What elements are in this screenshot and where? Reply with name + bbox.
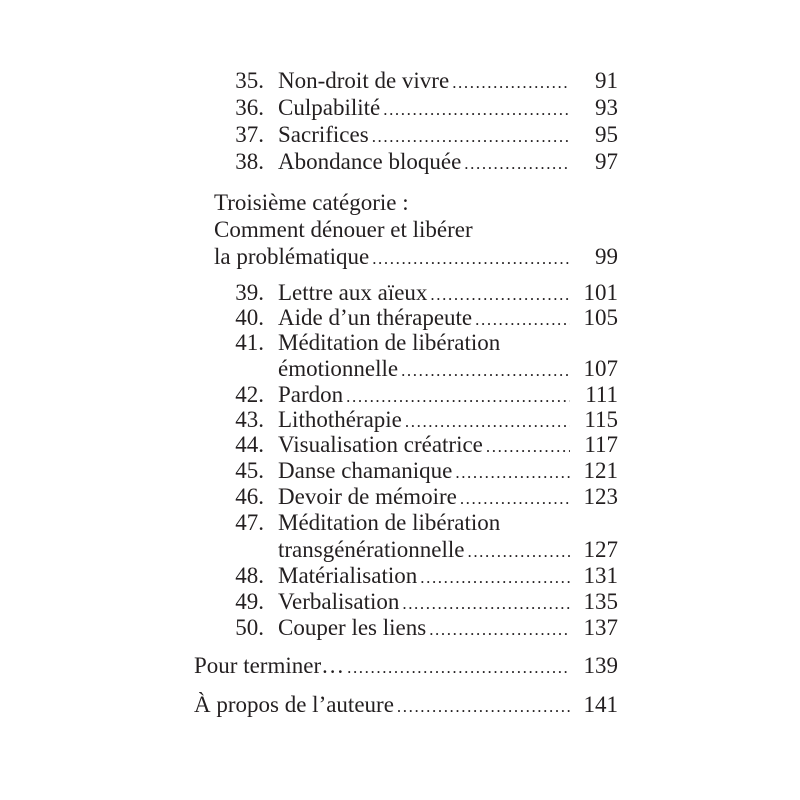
entry-number: 48. (235, 563, 264, 588)
entry-page: 135 (583, 589, 618, 614)
toc-entry (222, 95, 618, 123)
toc-entry (222, 407, 618, 435)
entry-number: 46. (235, 484, 264, 509)
category-page: 99 (595, 244, 618, 269)
toc-entry (222, 563, 618, 591)
toc-entry (222, 280, 618, 308)
entry-title: Culpabilité (278, 95, 381, 120)
entry-title: Verbalisation (278, 589, 400, 614)
entry-page: 101 (583, 280, 618, 305)
dot-leader (452, 70, 570, 96)
entry-title: Non-droit de vivre (278, 68, 450, 93)
section-page: 139 (583, 653, 618, 678)
toc-entry (222, 510, 618, 536)
toc-section-closing (194, 653, 618, 681)
entry-title: Visualisation créatrice (278, 432, 483, 457)
entry-title: Aide d’un thérapeute (278, 305, 473, 330)
toc-entry (222, 149, 618, 177)
dot-leader (402, 591, 570, 617)
entry-number: 39. (235, 280, 264, 305)
dot-leader (460, 486, 570, 512)
entry-number: 37. (235, 122, 264, 147)
dot-leader (455, 460, 570, 486)
entry-title: Méditation de libération (278, 330, 501, 355)
entry-page: 137 (583, 615, 618, 640)
dot-leader (429, 617, 570, 643)
toc-entry (222, 484, 618, 512)
entry-number: 41. (235, 330, 264, 355)
toc-entry (222, 432, 618, 460)
toc-section-about (194, 692, 618, 720)
entry-title: Devoir de mémoire (278, 484, 457, 509)
toc-entry (222, 305, 618, 333)
entry-page: 97 (595, 149, 618, 174)
entry-number: 47. (235, 510, 264, 535)
dot-leader (372, 246, 570, 272)
toc-entry (222, 382, 618, 410)
entry-page: 115 (584, 407, 618, 432)
dot-leader (397, 694, 570, 720)
toc-entry (222, 589, 618, 617)
entry-page: 127 (583, 537, 618, 562)
entry-title: Lithothérapie (278, 407, 402, 432)
toc-entry (222, 330, 618, 356)
entry-number: 42. (235, 382, 264, 407)
category-heading-title: la problématique (214, 244, 370, 269)
entry-number: 35. (235, 68, 264, 93)
dot-leader (467, 539, 570, 565)
category-heading-line3 (214, 244, 618, 272)
toc-entry (222, 615, 618, 643)
entry-page: 121 (583, 458, 618, 483)
entry-page: 91 (595, 68, 618, 93)
section-title: Pour terminer… (194, 653, 345, 678)
entry-title: Méditation de libération (278, 510, 501, 535)
dot-leader (420, 565, 570, 591)
entry-title: Couper les liens (278, 615, 427, 640)
entry-page: 105 (583, 305, 618, 330)
toc-entry-continuation (222, 537, 618, 565)
dot-leader (464, 151, 570, 177)
entry-title: Matérialisation (278, 563, 418, 588)
entry-title: Danse chamanique (278, 458, 453, 483)
dot-leader (401, 358, 570, 384)
entry-title: Lettre aux aïeux (278, 280, 428, 305)
entry-number: 45. (235, 458, 264, 483)
entry-page: 111 (585, 382, 618, 407)
dot-leader (383, 97, 570, 123)
toc-entry-continuation (222, 356, 618, 384)
entry-title-continued: transgénérationnelle (278, 537, 465, 562)
entry-number: 49. (235, 589, 264, 614)
toc-entry (222, 68, 618, 96)
category-heading-line2: Comment dénouer et libérer (214, 217, 473, 242)
entry-page: 107 (583, 356, 618, 381)
entry-page: 93 (595, 95, 618, 120)
entry-page: 117 (584, 432, 618, 457)
dot-leader (372, 124, 570, 150)
entry-number: 40. (235, 305, 264, 330)
entry-page: 131 (583, 563, 618, 588)
section-title: À propos de l’auteure (194, 692, 394, 717)
entry-title: Pardon (278, 382, 344, 407)
entry-number: 50. (235, 615, 264, 640)
entry-page: 95 (595, 122, 618, 147)
toc-entry (222, 122, 618, 150)
entry-number: 44. (235, 432, 264, 457)
entry-number: 36. (235, 95, 264, 120)
dot-leader (486, 434, 570, 460)
toc-entry (222, 458, 618, 486)
entry-page: 123 (583, 484, 618, 509)
entry-number: 38. (235, 149, 264, 174)
entry-title: Abondance bloquée (278, 149, 462, 174)
section-page: 141 (583, 692, 618, 717)
entry-title: Sacrifices (278, 122, 369, 147)
dot-leader (347, 655, 570, 681)
entry-number: 43. (235, 407, 264, 432)
category-heading-line1: Troisième catégorie : (214, 190, 409, 215)
entry-title-continued: émotionnelle (278, 356, 399, 381)
